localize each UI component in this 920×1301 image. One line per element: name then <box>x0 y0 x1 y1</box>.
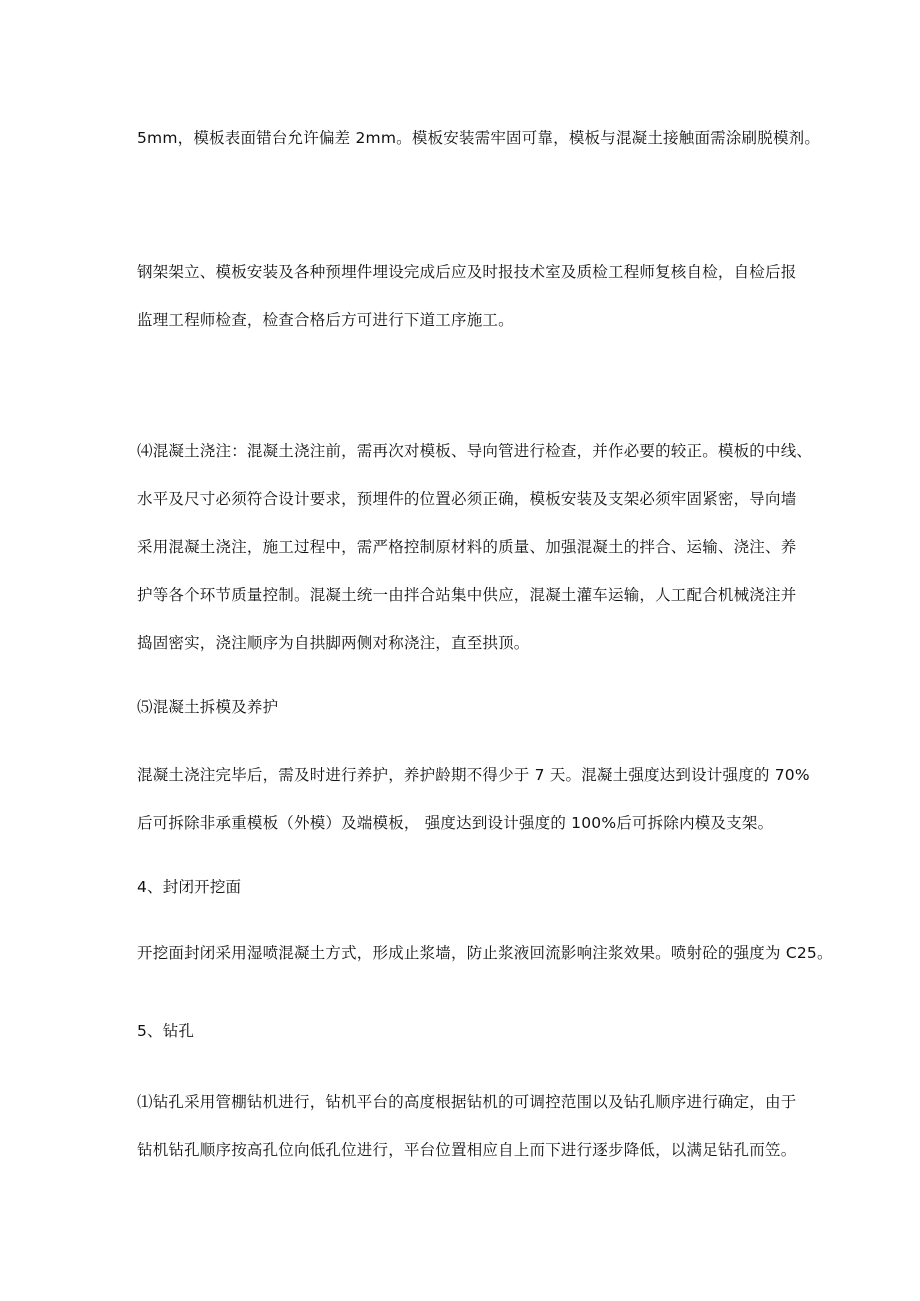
paragraph-line: 钻机钻孔顺序按高孔位向低孔位进行，平台位置相应自上而下进行逐步降低，以满足钻孔而笠。 <box>137 1141 797 1159</box>
paragraph-line: 混凝土浇注完毕后，需及时进行养护，养护龄期不得少于 7 天。混凝土强度达到设计强度的 70% <box>137 766 810 784</box>
paragraph-line: 后可拆除非承重模板（外模）及端模板， 强度达到设计强度的 100%后可拆除内模及支架。 <box>137 814 774 832</box>
paragraph-line: 捣固密实，浇注顺序为自拱脚两侧对称浇注，直至拱顶。 <box>137 634 530 652</box>
section-heading: 5、钻孔 <box>137 1022 195 1040</box>
paragraph-line: ⑴钻孔采用管棚钻机进行，钻机平台的高度根据钻机的可调控范围以及钻孔顺序进行确定，由于 <box>137 1093 797 1111</box>
paragraph-line: 监理工程师检查，检查合格后方可进行下道工序施工。 <box>137 311 514 329</box>
paragraph-line: 开挖面封闭采用湿喷混凝土方式，形成止浆墙，防止浆液回流影响注浆效果。喷射砼的强度为 C25。 <box>137 944 833 962</box>
paragraph-line: 护等各个环节质量控制。混凝土统一由拌合站集中供应，混凝土灌车运输，人工配合机械浇注并 <box>137 586 797 604</box>
section-heading-line: ⑷混凝土浇注：混凝土浇注前，需再次对模板、导向管进行检查，并作必要的较正。模板的中线、 <box>137 442 813 460</box>
section-heading: ⑸混凝土拆模及养护 <box>137 698 279 716</box>
paragraph-line: 5mm，模板表面错台允许偏差 2mm。模板安装需牢固可靠，模板与混凝土接触面需涂刷脱模剂。 <box>137 129 821 147</box>
paragraph-line: 水平及尺寸必须符合设计要求，预埋件的位置必须正确，模板安装及支架必须牢固紧密，导向墙 <box>137 490 797 508</box>
paragraph-line: 采用混凝土浇注，施工过程中，需严格控制原材料的质量、加强混凝土的拌合、运输、浇注、养 <box>137 538 797 556</box>
paragraph-line: 钢架架立、模板安装及各种预埋件埋设完成后应及时报技术室及质检工程师复核自检，自检后报 <box>137 263 797 281</box>
section-heading: 4、封闭开挖面 <box>137 878 242 896</box>
